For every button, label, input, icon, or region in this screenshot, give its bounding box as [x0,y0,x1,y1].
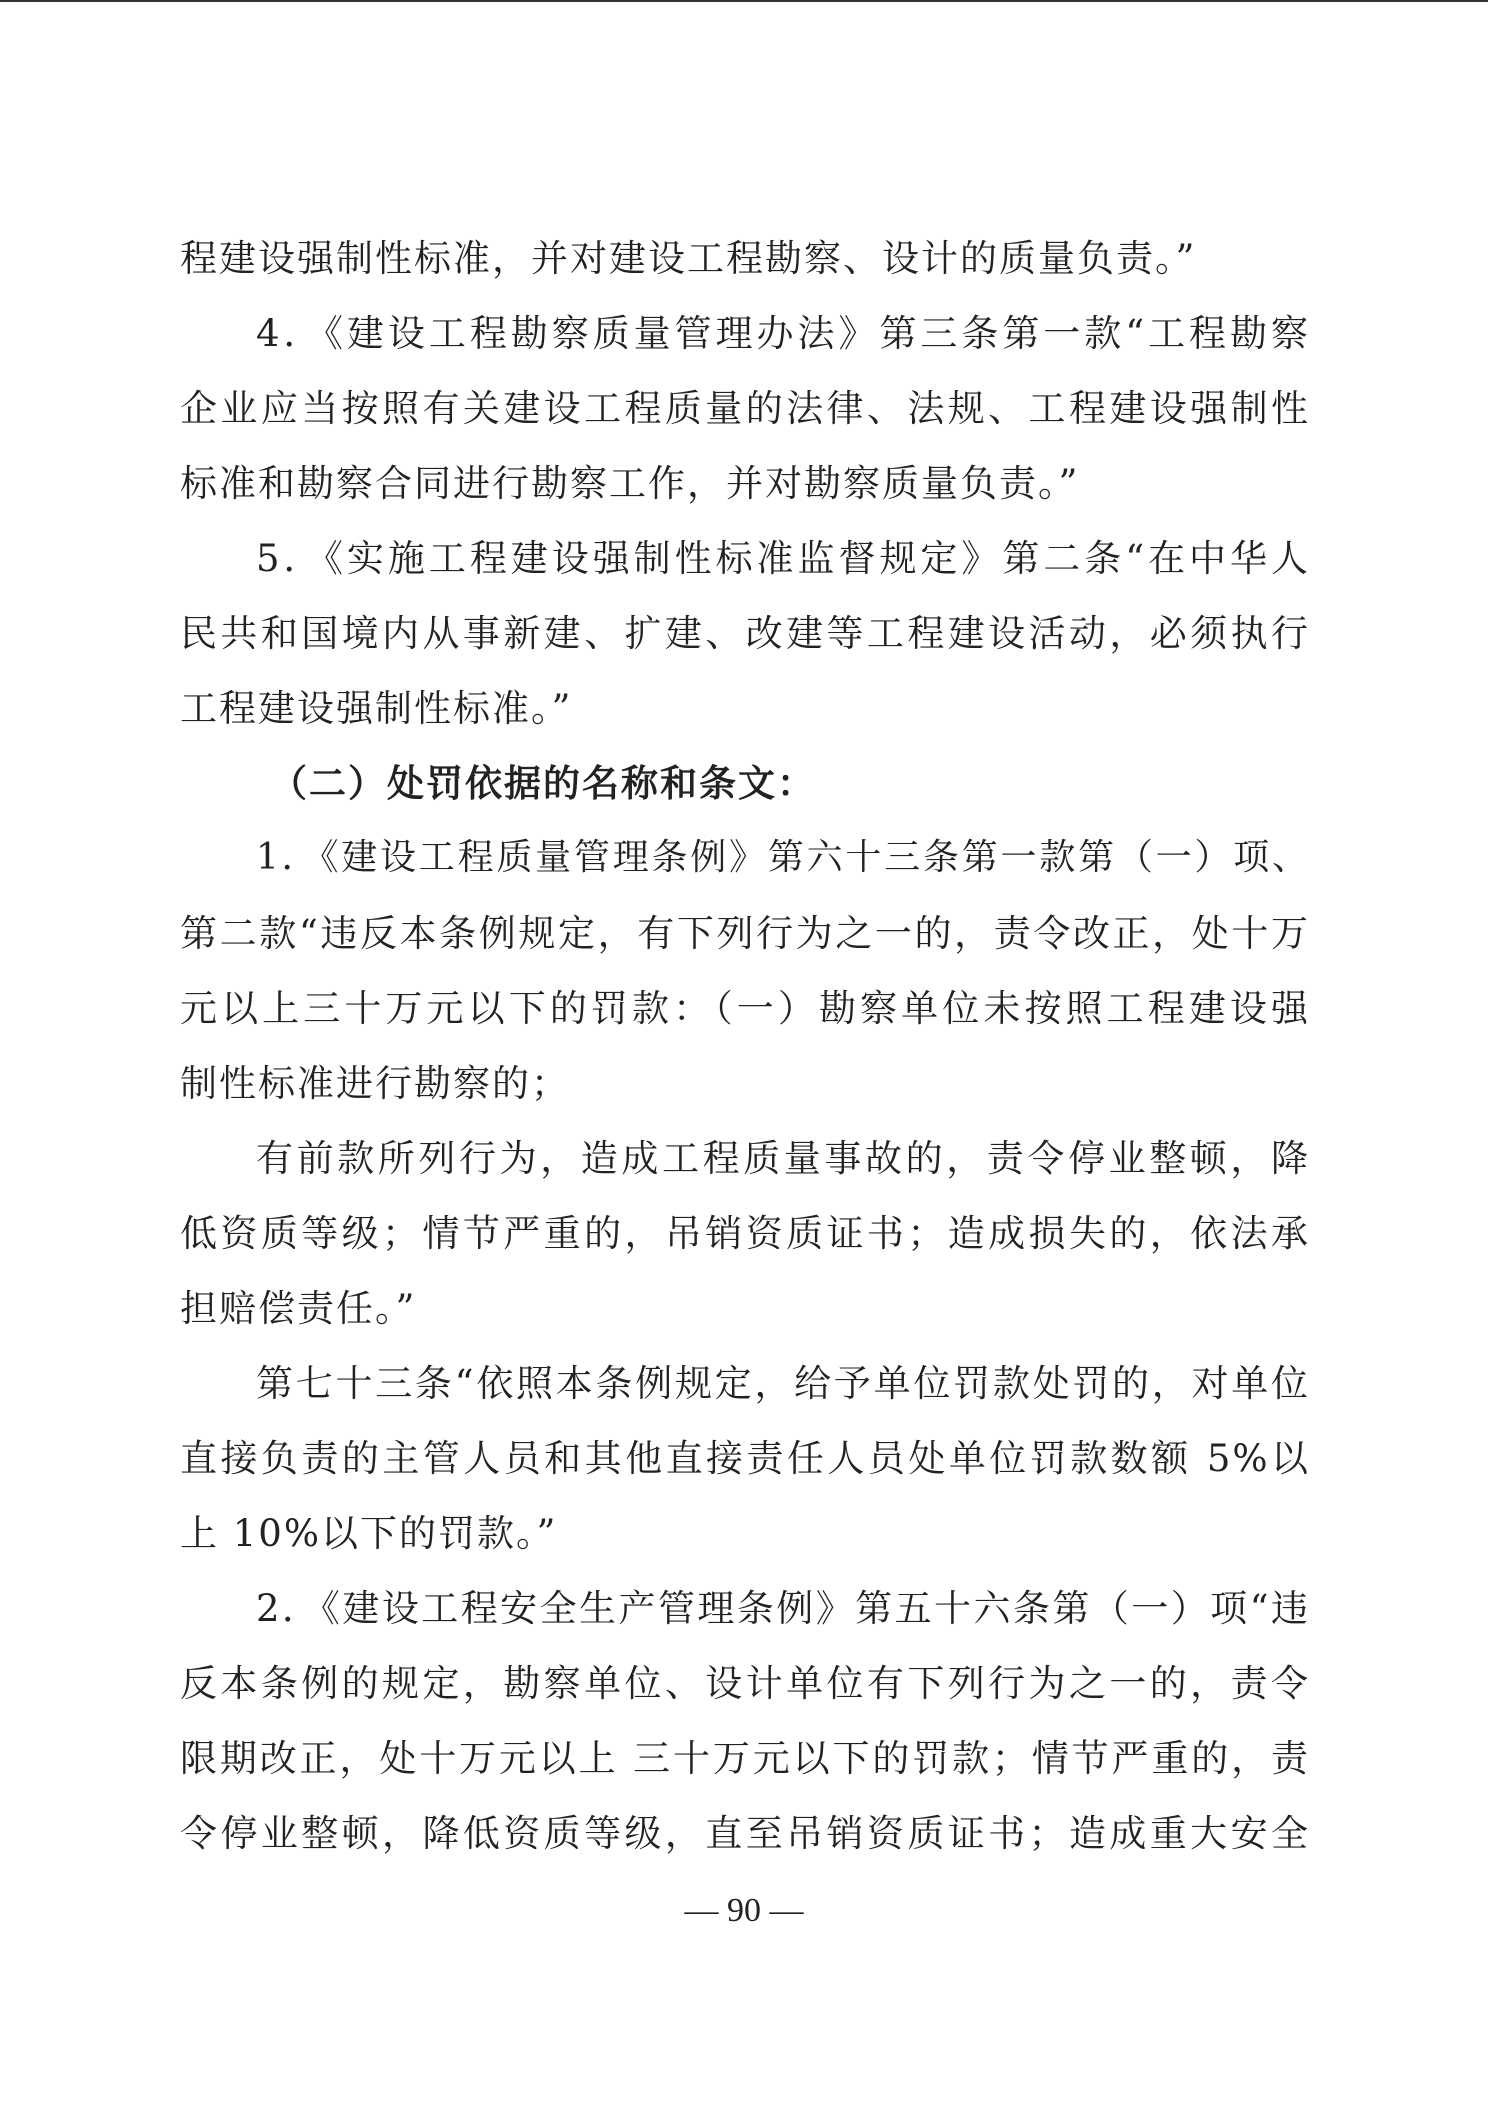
text-line: 第二款“违反本条例规定，有下列行为之一的，责令改正，处十万 [180,912,1310,955]
text-line: 民共和国境内从事新建、扩建、改建等工程建设活动，必须执行 [180,612,1310,655]
text-line: 程建设强制性标准，并对建设工程勘察、设计的质量负责。” [180,237,1197,280]
text-line: 1．《建设工程质量管理条例》第六十三条第一款第（一）项、 [256,837,1310,878]
text-line: 第七十三条“依照本条例规定，给予单位罚款处罚的，对单位 [256,1362,1310,1405]
text-line: 限期改正，处十万元以上 三十万元以下的罚款；情节严重的，责 [180,1737,1310,1780]
text-line: 令停业整顿，降低资质等级，直至吊销资质证书；造成重大安全 [180,1812,1310,1855]
text-line: 直接负责的主管人员和其他直接责任人员处单位罚款数额 5%以 [180,1437,1310,1480]
text-line: 低资质等级；情节严重的，吊销资质证书；造成损失的，依法承 [180,1212,1310,1255]
text-line: 制性标准进行勘察的； [180,1062,570,1105]
text-line: 企业应当按照有关建设工程质量的法律、法规、工程建设强制性 [180,387,1310,430]
text-line: 反本条例的规定，勘察单位、设计单位有下列行为之一的，责令 [180,1662,1310,1705]
text-line: 工程建设强制性标准。” [180,687,573,730]
text-line: 元以上三十万元以下的罚款：（一）勘察单位未按照工程建设强 [180,987,1310,1030]
text-line: 5．《实施工程建设强制性标准监督规定》第二条“在中华人 [256,537,1310,580]
text-line: 标准和勘察合同进行勘察工作，并对勘察质量负责。” [180,462,1080,505]
section-heading: （二）处罚依据的名称和条文： [270,761,816,805]
text-line: 4．《建设工程勘察质量管理办法》第三条第一款“工程勘察 [256,312,1310,355]
page-number: — 90 — [684,1892,804,1929]
top-border [0,0,1488,2]
text-line: 上 10%以下的罚款。” [180,1512,558,1555]
text-line: 2．《建设工程安全生产管理条例》第五十六条第（一）项“违 [256,1587,1310,1630]
text-line: 有前款所列行为，造成工程质量事故的，责令停业整顿，降 [256,1137,1310,1180]
text-line: 担赔偿责任。” [180,1287,417,1330]
